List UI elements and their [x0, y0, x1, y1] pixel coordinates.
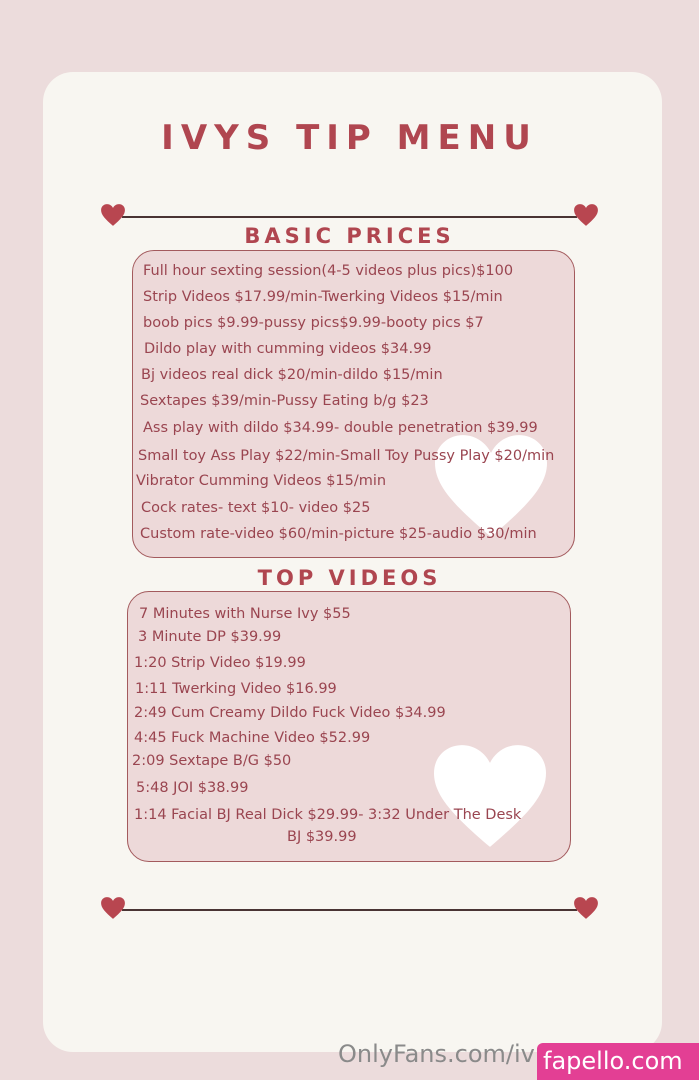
top-video-item: 1:14 Facial BJ Real Dick $29.99- 3:32 Under The Desk [134, 807, 522, 823]
top-video-item: 2:09 Sextape B/G $50 [132, 753, 292, 769]
heart-icon [428, 740, 552, 852]
basic-price-item: Custom rate-video $60/min-picture $25-audio $30/min [140, 526, 537, 542]
watermark-badge: fapello.com [537, 1043, 699, 1080]
basic-prices-heading: BASIC PRICES [244, 224, 455, 248]
top-video-item: 3 Minute DP $39.99 [138, 629, 282, 645]
basic-price-item: Strip Videos $17.99/min-Twerking Videos $15/min [143, 289, 503, 305]
basic-price-item: Bj videos real dick $20/min-dildo $15/min [141, 367, 443, 383]
basic-price-item: Small toy Ass Play $22/min-Small Toy Pussy Play $20/min [138, 448, 555, 464]
basic-price-item: Vibrator Cumming Videos $15/min [136, 473, 387, 489]
top-video-item: 7 Minutes with Nurse Ivy $55 [139, 606, 351, 622]
top-video-item: 4:45 Fuck Machine Video $52.99 [134, 730, 371, 746]
top-video-item: BJ $39.99 [287, 829, 357, 845]
basic-price-item: Dildo play with cumming videos $34.99 [144, 341, 432, 357]
divider-line [122, 216, 577, 218]
top-video-item: 1:20 Strip Video $19.99 [134, 655, 306, 671]
heart-icon [100, 895, 126, 921]
basic-price-item: Sextapes $39/min-Pussy Eating b/g $23 [140, 393, 429, 409]
divider-line [122, 909, 577, 911]
menu-title: IVYS TIP MENU [161, 118, 538, 158]
basic-price-item: Full hour sexting session(4-5 videos plus pics)$100 [143, 263, 514, 279]
top-video-item: 5:48 JOI $38.99 [136, 780, 249, 796]
top-video-item: 2:49 Cum Creamy Dildo Fuck Video $34.99 [134, 705, 446, 721]
top-video-item: 1:11 Twerking Video $16.99 [135, 681, 337, 697]
heart-icon [573, 895, 599, 921]
basic-price-item: boob pics $9.99-pussy pics$9.99-booty pics $7 [143, 315, 484, 331]
top-videos-heading: TOP VIDEOS [257, 566, 442, 590]
divider-bottom [100, 895, 599, 925]
basic-price-item: Cock rates- text $10- video $25 [141, 500, 371, 516]
basic-price-item: Ass play with dildo $34.99- double penetration $39.99 [143, 420, 538, 436]
watermark-site-text: OnlyFans.com/iv [338, 1040, 535, 1068]
